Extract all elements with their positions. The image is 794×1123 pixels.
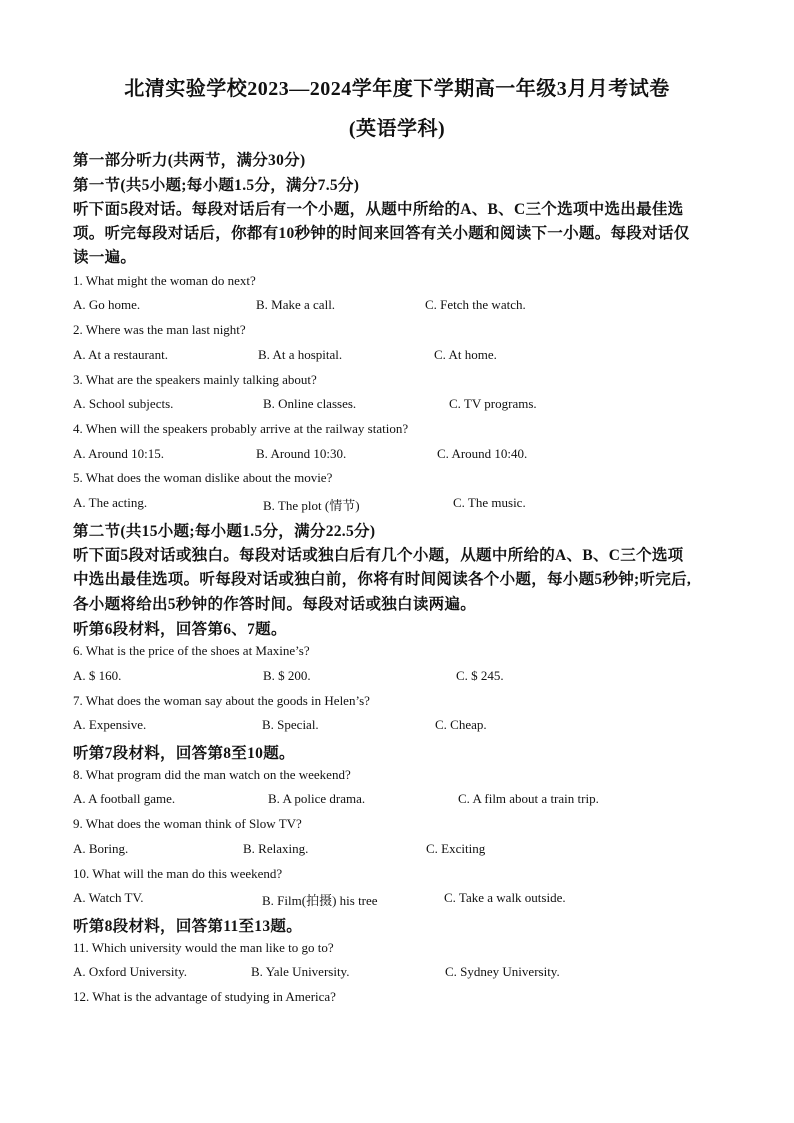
q10-option-a: A. Watch TV. [73, 890, 144, 905]
material-6-heading: 听第6段材料，回答第6、7题。 [73, 621, 287, 638]
q7-option-b: B. Special. [262, 717, 319, 732]
q5-option-b: B. The plot (情节) [263, 498, 360, 513]
question-4: 4. When will the speakers probably arrive at the railway station? [73, 421, 409, 436]
q11-option-a: A. Oxford University. [73, 964, 187, 979]
q1-option-b: B. Make a call. [256, 297, 336, 312]
q2-option-b: B. At a hospital. [258, 347, 343, 362]
q4-option-b: B. Around 10:30. [256, 446, 347, 461]
q3-option-b: B. Online classes. [263, 396, 357, 411]
q8-option-a: A. A football game. [73, 791, 176, 806]
q6-option-c: C. $ 245. [456, 668, 504, 683]
q5-option-c: C. The music. [453, 495, 526, 510]
q8-option-c: C. A film about a train trip. [458, 791, 599, 806]
q9-option-c: C. Exciting [426, 841, 486, 856]
q8-option-b: B. A police drama. [268, 791, 366, 806]
material-8-heading: 听第8段材料，回答第11至13题。 [73, 918, 302, 935]
section2-instructions-line2: 中选出最佳选项。听每段对话或独白前，你将有时间阅读各个小题，每小题5秒钟;听完后, [73, 571, 692, 588]
question-6: 6. What is the price of the shoes at Maxine’s? [73, 643, 310, 658]
q11-option-b: B. Yale University. [251, 964, 350, 979]
q1-option-a: A. Go home. [73, 297, 141, 312]
section1-instructions-line2: 项。听完每段对话后，你都有10秒钟的时间来回答有关小题和阅读下一小题。每段对话仅 [73, 225, 690, 242]
q1-option-c: C. Fetch the watch. [425, 297, 526, 312]
q11-option-c: C. Sydney University. [445, 964, 560, 979]
question-8: 8. What program did the man watch on the weekend? [73, 767, 351, 782]
q2-option-c: C. At home. [434, 347, 497, 362]
section1-instructions-line3: 读一遍。 [73, 249, 137, 266]
q6-option-b: B. $ 200. [263, 668, 311, 683]
question-1: 1. What might the woman do next? [73, 273, 256, 288]
q7-option-a: A. Expensive. [73, 717, 147, 732]
q4-option-c: C. Around 10:40. [437, 446, 528, 461]
section2-instructions-line3: 各小题将给出5秒钟的作答时间。每段对话或独白读两遍。 [73, 596, 477, 613]
q7-option-c: C. Cheap. [435, 717, 487, 732]
question-11: 11. Which university would the man like to go to? [73, 940, 334, 955]
section1-heading: 第一节(共5小题;每小题1.5分，满分7.5分) [73, 177, 360, 194]
exam-title: 北清实验学校2023—2024学年度下学期高一年级3月月考试卷 [124, 78, 670, 100]
section1-instructions-line1: 听下面5段对话。每段对话后有一个小题，从题中所给的A、B、C三个选项中选出最佳选 [73, 201, 684, 218]
q6-option-a: A. $ 160. [73, 668, 122, 683]
q3-option-c: C. TV programs. [449, 396, 537, 411]
q10-option-b: B. Film(拍摄) his tree [262, 893, 378, 908]
q9-option-b: B. Relaxing. [243, 841, 309, 856]
q10-option-c: C. Take a walk outside. [444, 890, 566, 905]
q3-option-a: A. School subjects. [73, 396, 174, 411]
question-12: 12. What is the advantage of studying in America? [73, 989, 336, 1004]
q9-option-a: A. Boring. [73, 841, 129, 856]
question-2: 2. Where was the man last night? [73, 322, 246, 337]
q5-option-a: A. The acting. [73, 495, 148, 510]
q4-option-a: A. Around 10:15. [73, 446, 164, 461]
question-9: 9. What does the woman think of Slow TV? [73, 816, 302, 831]
section2-instructions-line1: 听下面5段对话或独白。每段对话或独白后有几个小题，从题中所给的A、B、C三个选项 [73, 547, 684, 564]
material-7-heading: 听第7段材料，回答第8至10题。 [73, 745, 295, 762]
part1-heading: 第一部分听力(共两节，满分30分) [73, 152, 306, 169]
question-5: 5. What does the woman dislike about the movie? [73, 470, 333, 485]
section2-heading: 第二节(共15小题;每小题1.5分，满分22.5分) [73, 523, 376, 540]
q2-option-a: A. At a restaurant. [73, 347, 168, 362]
question-7: 7. What does the woman say about the goods in Helen’s? [73, 693, 370, 708]
question-3: 3. What are the speakers mainly talking about? [73, 372, 317, 387]
question-10: 10. What will the man do this weekend? [73, 866, 283, 881]
exam-subject: (英语学科) [348, 118, 446, 140]
